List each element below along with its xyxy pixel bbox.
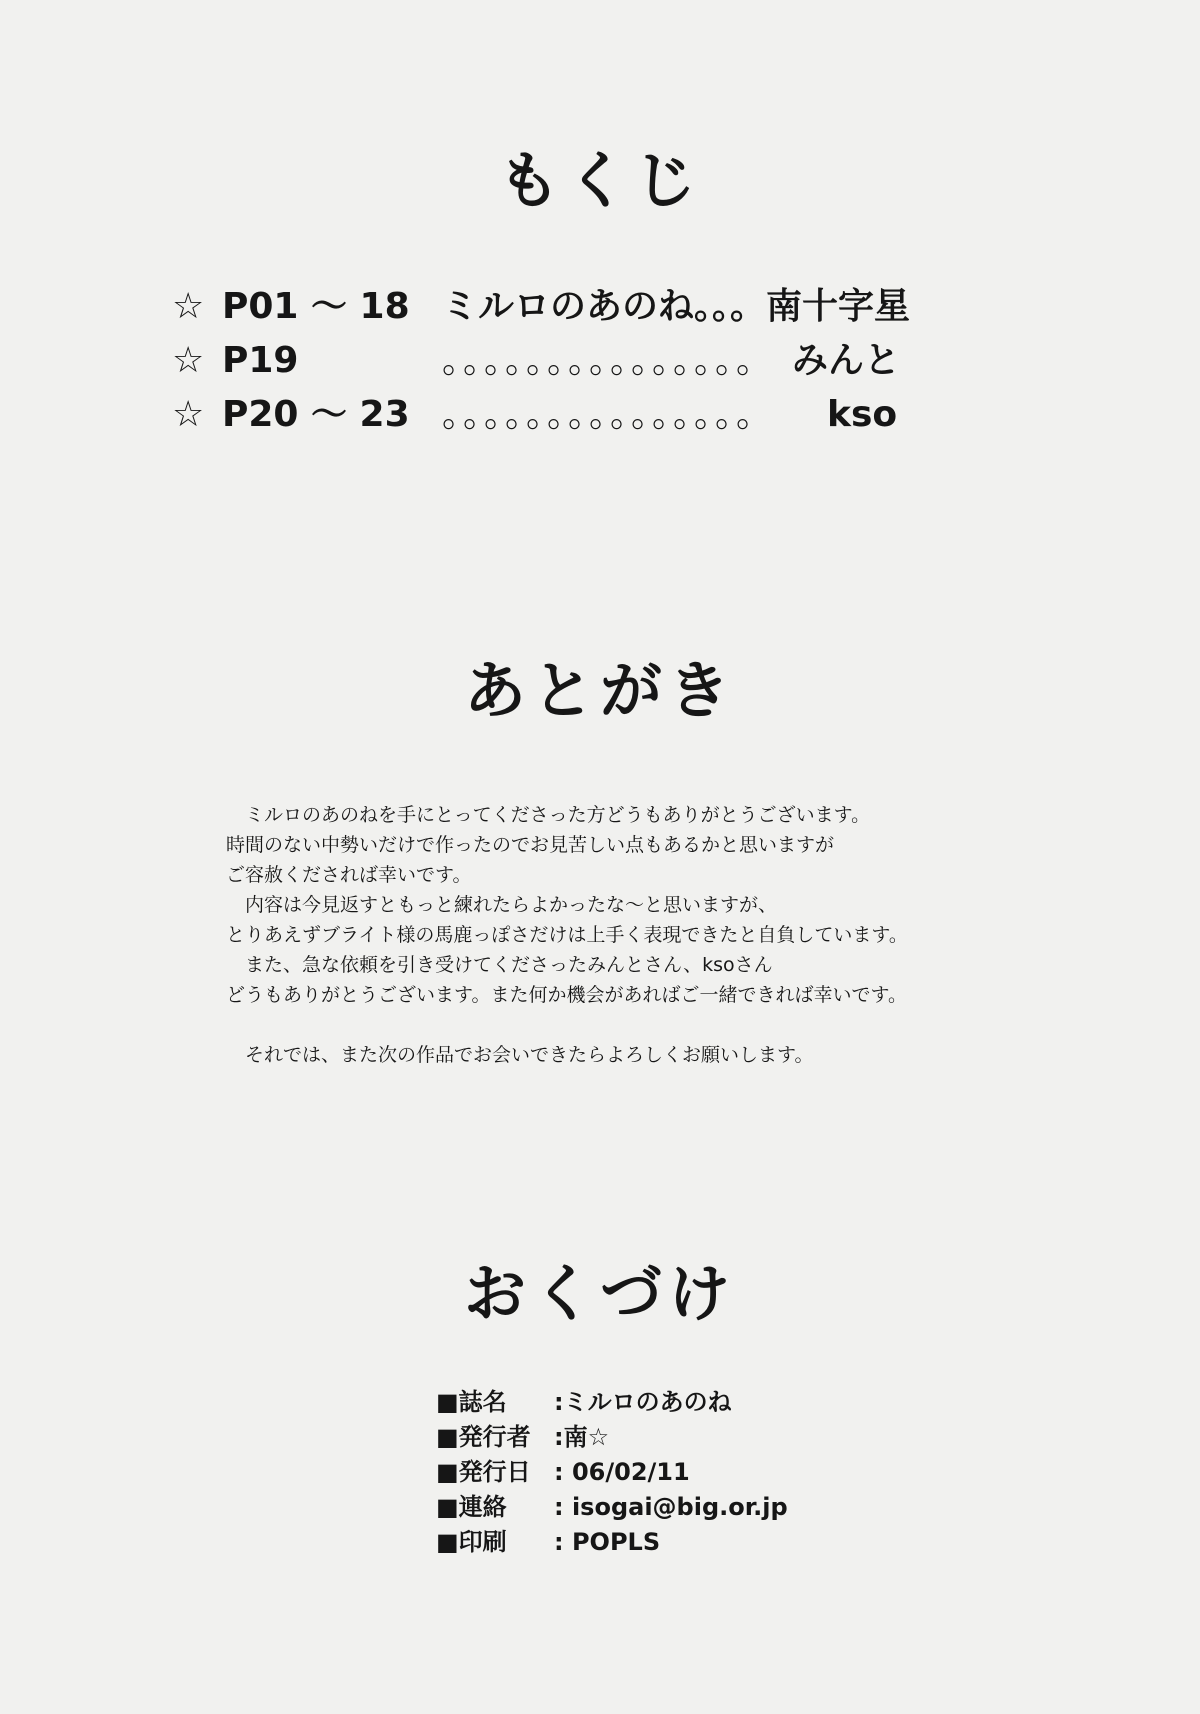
toc-entry-title: ミルロのあのね。。。南十字星 (442, 286, 911, 327)
colophon-label: ■印刷 (436, 1528, 507, 1556)
toc-page-range: P19 (222, 340, 299, 381)
afterword-line: どうもありがとうございます。また何か機会があればご一緒できれば幸いです。 (226, 984, 907, 1006)
star-icon: ☆ (172, 286, 205, 327)
colophon-heading: おくづけ (463, 1257, 736, 1330)
colophon-value: :ミルロのあのね (554, 1388, 732, 1416)
toc-heading: もくじ (497, 144, 702, 217)
toc-entry (172, 388, 1072, 442)
toc-entry-author: みんと (792, 340, 901, 381)
paragraph-gap (226, 1010, 1026, 1040)
colophon-label: ■発行日 (436, 1458, 531, 1486)
colophon-value: : POPLS (554, 1528, 661, 1556)
afterword-text (226, 800, 1026, 1070)
colophon-label: ■発行者 (436, 1423, 531, 1451)
colophon-label: ■連絡 (436, 1493, 507, 1521)
star-icon: ☆ (172, 340, 205, 381)
toc-page-range: P01 ～ 18 (222, 286, 410, 327)
colophon-value: : 06/02/11 (554, 1458, 690, 1486)
afterword-line: 時間のない中勢いだけで作ったのでお見苦しい点もあるかと思いますが (226, 834, 835, 856)
colophon-value: : isogai@big.or.jp (554, 1493, 788, 1521)
toc-page-range: P20 ～ 23 (222, 394, 410, 435)
afterword-line: また、急な依頼を引き受けてくださったみんとさん、ksoさん (226, 954, 773, 976)
toc-leader-dots: 。。。。。。。。。。。。。。。 (442, 394, 776, 435)
star-icon: ☆ (172, 394, 205, 435)
afterword-heading: あとがき (463, 654, 736, 727)
afterword-line: 内容は今見返すともっと練れたらよかったな～と思いますが、 (226, 894, 778, 916)
afterword-line: それでは、また次の作品でお会いできたらよろしくお願いします。 (226, 1044, 814, 1066)
table-of-contents (172, 280, 1072, 442)
afterword-line: ミルロのあのねを手にとってくださった方どうもありがとうございます。 (226, 804, 871, 826)
afterword-line: とりあえずブライト様の馬鹿っぽさだけは上手く表現できたと自負しています。 (226, 924, 908, 946)
colophon-label: ■誌名 (436, 1388, 507, 1416)
toc-entry (172, 334, 1072, 388)
toc-entry (172, 280, 1072, 334)
toc-leader-dots: 。。。。。。。。。。。。。。。 (442, 340, 776, 381)
afterword-line: ご容赦くだされば幸いです。 (226, 864, 472, 886)
toc-entry-author: kso (827, 394, 898, 435)
colophon-value: :南☆ (554, 1423, 610, 1451)
